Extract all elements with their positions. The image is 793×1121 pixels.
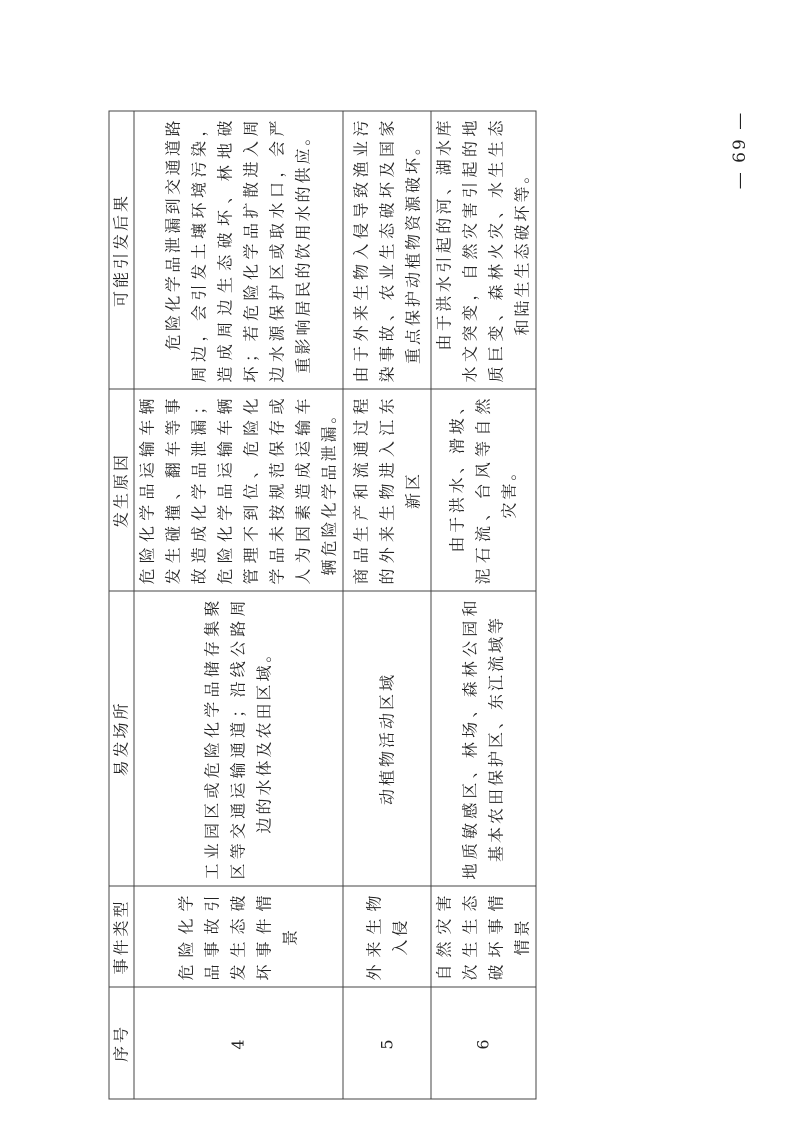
header-type: 事件类型: [109, 886, 134, 987]
header-result: 可能引发后果: [109, 111, 134, 389]
cell-cause: 由于洪水、滑坡、泥石流、台风等自然灾害。: [431, 389, 536, 591]
cell-place: 工业园区或危险化学品储存集聚区等交通运输通道；沿线公路周边的水体及农田区域。: [134, 591, 343, 886]
header-no: 序号: [109, 987, 134, 1099]
cell-no: 5: [343, 987, 431, 1099]
cell-no: 6: [431, 987, 536, 1099]
cell-result: 由于外来生物入侵导致渔业污染事故、农业生态破坏及国家重点保护动植物资源破坏。: [343, 111, 431, 389]
cell-place: 地质敏感区、林场、森林公园和基本农田保护区、东江流域等: [431, 591, 536, 886]
header-place: 易发场所: [109, 591, 134, 886]
table-row: [343, 111, 431, 1099]
page-number: — 69 —: [730, 110, 750, 190]
cell-place: 动植物活动区域: [343, 591, 431, 886]
cell-result: 由于洪水引起的河、湖水库水文突变，自然灾害引起的地质巨变、森林火灾、水生生态和陆生生态破坏等。: [431, 111, 536, 389]
table-row: [134, 111, 343, 1099]
cell-cause: 危险化学品运输车辆发生碰撞、翻车等事故造成化学品泄漏；危险化学品运输车辆管理不到位、危险化学品未按规范保存或人为因素造成运输车辆危险化学品泄漏。: [134, 389, 343, 591]
rotated-table-container: [109, 112, 536, 1100]
header-cause: 发生原因: [109, 389, 134, 591]
cell-no: 4: [134, 987, 343, 1099]
cell-cause: 商品生产和流通过程的外来生物进入江东新区: [343, 389, 431, 591]
table-header-row: [109, 111, 134, 1099]
table-row: [431, 111, 536, 1099]
cell-result: 危险化学品泄漏到交通道路周边，会引发土壤环境污染，造成周边生态破坏、林地破坏；若危险化学品扩散进入周边水源保护区或取水口，会严重影响居民的饮用水的供应。: [134, 111, 343, 389]
cell-type: 外来生物入侵: [343, 886, 431, 987]
cell-type: 危险化学品事故引发生态破坏事件情景: [134, 886, 343, 987]
event-scenario-table: [109, 111, 537, 1100]
cell-type: 自然灾害次生生态破坏事情情景: [431, 886, 536, 987]
